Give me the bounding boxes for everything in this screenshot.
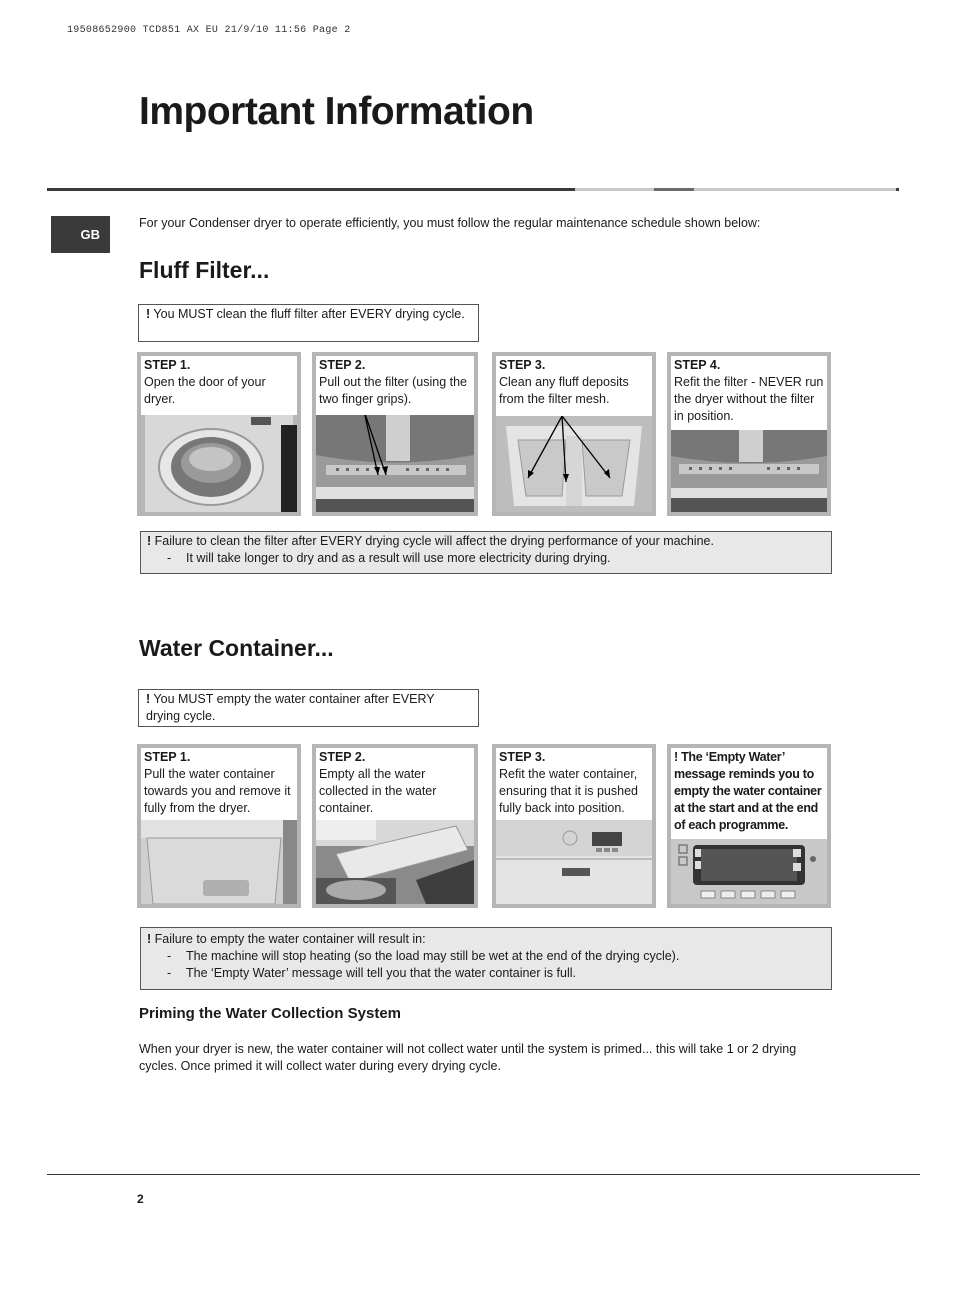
step-text: Refit the filter - NEVER run the dryer without the filter in position.: [674, 375, 824, 423]
list-dash: -: [167, 966, 172, 980]
water-step-3: [492, 744, 656, 908]
fluff-filter-heading: Fluff Filter...: [139, 257, 270, 283]
step-text: Open the door of your dryer.: [144, 375, 266, 406]
page-number: 2: [137, 1192, 144, 1206]
water-warning-text: Failure to empty the water container will result in:: [154, 932, 426, 946]
step-text: Clean any fluff deposits from the filter mesh.: [499, 375, 629, 406]
footer-rule: [47, 1174, 920, 1175]
notice-mark: !: [146, 307, 151, 321]
list-dash: -: [167, 949, 172, 963]
filter-mesh-photo: [496, 416, 652, 512]
note-mark: !: [674, 750, 678, 764]
water-step-2: [312, 744, 478, 908]
step-title: STEP 1.: [144, 750, 191, 764]
warning-mark: !: [147, 534, 152, 548]
filter-pull-photo: [316, 415, 474, 512]
empty-water-message-panel: [667, 744, 831, 908]
fluff-notice: [138, 304, 479, 342]
list-item: [147, 965, 825, 982]
step-text: Pull out the filter (using the two finger grips).: [319, 375, 467, 406]
step-title: STEP 3.: [499, 750, 546, 764]
step-title: STEP 3.: [499, 358, 546, 372]
fluff-step-1: [137, 352, 301, 516]
water-step-1: [137, 744, 301, 908]
empty-water-note: The ‘Empty Water’ message reminds you to empty the water container at the start and at the end of each programme.: [674, 750, 822, 832]
language-tab: GB: [51, 216, 110, 253]
water-container-heading: Water Container...: [139, 635, 334, 661]
list-item-text: The machine will stop heating (so the load may still be wet at the end of the drying cycle).: [186, 949, 680, 963]
container-pull-photo: [141, 820, 297, 904]
water-notice: [138, 689, 479, 727]
step-text: Pull the water container towards you and remove it fully from the dryer.: [144, 767, 291, 815]
container-refit-photo: [496, 820, 652, 904]
list-item: [147, 550, 825, 567]
control-panel-display-photo: [671, 839, 827, 904]
intro-text: For your Condenser dryer to operate efficiently, you must follow the regular maintenance schedule shown below:: [139, 216, 761, 230]
fluff-warning-text: Failure to clean the filter after EVERY drying cycle will affect the drying performance of your machine.: [154, 534, 714, 548]
step-text: Empty all the water collected in the water container.: [319, 767, 437, 815]
title-rule: [47, 188, 899, 191]
warning-mark: !: [147, 932, 152, 946]
print-info: 19508652900 TCD851 AX EU 21/9/10 11:56 Page 2: [67, 25, 351, 36]
list-dash: -: [167, 551, 172, 565]
priming-heading: Priming the Water Collection System: [139, 1005, 401, 1022]
fluff-notice-text: You MUST clean the fluff filter after EVERY drying cycle.: [153, 307, 465, 321]
step-title: STEP 2.: [319, 358, 366, 372]
list-item: [147, 948, 825, 965]
list-item-text: It will take longer to dry and as a result will use more electricity during drying.: [186, 551, 611, 565]
container-empty-photo: [316, 820, 474, 904]
notice-mark: !: [146, 692, 151, 706]
fluff-step-2: [312, 352, 478, 516]
dryer-open-door-photo: [141, 415, 297, 512]
step-title: STEP 1.: [144, 358, 191, 372]
page-title: Important Information: [139, 90, 534, 133]
fluff-step-3: [492, 352, 656, 516]
step-text: Refit the water container, ensuring that it is pushed fully back into position.: [499, 767, 638, 815]
list-item-text: The ‘Empty Water’ message will tell you that the water container is full.: [186, 966, 576, 980]
water-notice-text: You MUST empty the water container after EVERY drying cycle.: [146, 692, 435, 723]
step-title: STEP 4.: [674, 358, 721, 372]
step-title: STEP 2.: [319, 750, 366, 764]
priming-text: When your dryer is new, the water container will not collect water until the system is primed... this will take 1 or 2 drying cycles. Once primed it will collect water during every drying cycle.: [139, 1042, 797, 1073]
fluff-step-4: [667, 352, 831, 516]
fluff-warning: [140, 531, 832, 574]
water-warning: [140, 927, 832, 990]
filter-refit-photo: [671, 430, 827, 512]
